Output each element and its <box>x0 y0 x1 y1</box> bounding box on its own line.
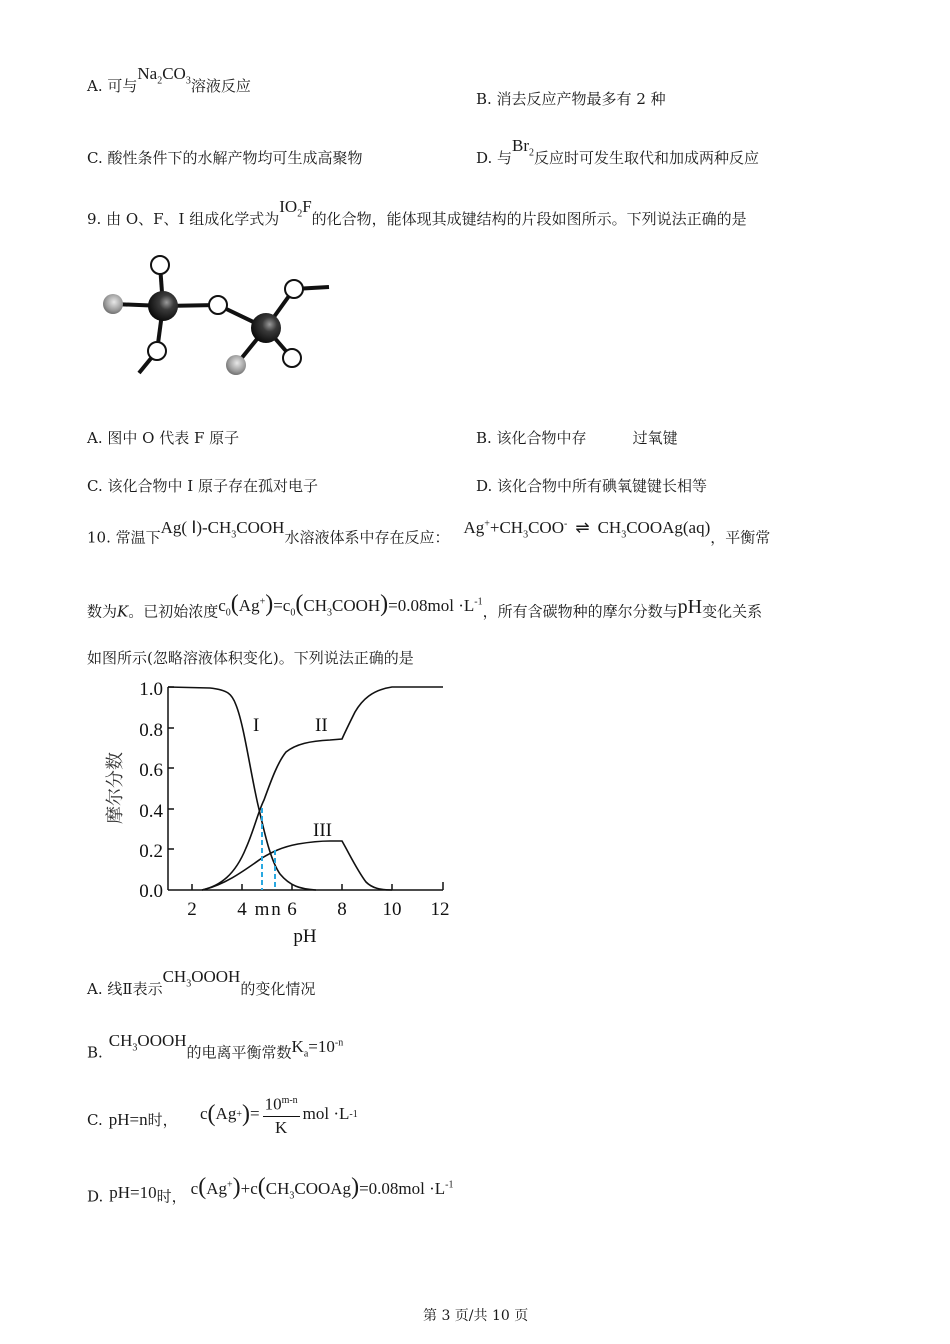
white-atom <box>283 349 301 367</box>
paren: ) <box>265 590 274 617</box>
y-tick-label: 0.8 <box>139 720 163 741</box>
formula-text: OOOH <box>137 1030 187 1050</box>
formula-sub: 3 <box>523 529 529 541</box>
formula-text: F <box>302 197 312 216</box>
x-tick-labels <box>187 899 449 920</box>
formula-sup: + <box>259 596 266 607</box>
formula-sup: -1 <box>445 1179 454 1190</box>
q10-option-b <box>87 1030 344 1070</box>
q9-option-d: D. 该化合物中所有碘氧键键长相等 <box>476 477 708 495</box>
fraction-denominator: K <box>274 1117 288 1137</box>
q9-option-a: A. 图中 O 代表 F 原子 <box>87 429 240 447</box>
molecular-structure-diagram <box>95 248 345 383</box>
y-tick-label: 1.0 <box>139 679 163 700</box>
gray-atom <box>103 294 123 314</box>
paren: ) <box>232 1173 241 1200</box>
option-text: 时， <box>147 1111 178 1129</box>
y-tick-labels <box>139 679 163 902</box>
fraction <box>263 1090 300 1139</box>
constant-k: K <box>117 602 129 621</box>
option-text: B. 该化合物中存 <box>476 429 587 447</box>
q8-option-b: B. 消去反应产物最多有 2 种 <box>476 90 666 108</box>
paren: ( <box>295 590 304 617</box>
y-tick-label: 0.2 <box>139 841 163 862</box>
chart-axes <box>168 687 443 890</box>
stem-text: 变化关系 <box>702 602 763 621</box>
formula-sub: a <box>303 1048 309 1060</box>
formula-na2co3 <box>137 64 191 87</box>
paren: ( <box>230 590 239 617</box>
white-atom <box>209 296 227 314</box>
c-option-formula <box>200 1090 358 1139</box>
formula-system <box>160 517 285 541</box>
q10-stem-line1 <box>87 517 771 555</box>
q10-option-a <box>87 967 316 1006</box>
formula-sup: + <box>484 518 490 529</box>
formula-sup: - <box>563 518 568 529</box>
formula-sup: -n <box>334 1037 344 1048</box>
black-atom <box>251 313 281 343</box>
equilibrium-arrow-icon: ⇌ <box>575 517 590 537</box>
formula-sub: 3 <box>185 75 191 87</box>
formula-text: mol ·L <box>302 1104 350 1124</box>
formula-text: COO <box>528 517 564 537</box>
formula-text: = <box>249 1104 260 1124</box>
initial-concentration-formula <box>218 590 483 619</box>
q10-stem-line2 <box>87 590 763 629</box>
formula-text: COOH <box>236 517 285 537</box>
option-text: 的电离平衡常数 <box>186 1043 292 1062</box>
formula-sub: 3 <box>289 1190 295 1202</box>
option-label: C. <box>87 1111 103 1129</box>
q8-option-d <box>476 136 760 175</box>
formula-text: Ag <box>463 517 485 537</box>
formula-text: COOH <box>331 595 381 615</box>
formula-sub: 3 <box>186 978 192 990</box>
x-tick-label: 10 <box>382 899 402 920</box>
q8-option-c: C. 酸性条件下的水解产物均可生成高聚物 <box>87 149 363 167</box>
option-label: D. 与 <box>476 149 513 167</box>
stem-text: 数为 <box>87 602 118 621</box>
formula-text: =0.08mol ·L <box>388 595 475 615</box>
formula-text: CH <box>162 967 187 986</box>
stem-text: 10. 常温下 <box>87 528 161 547</box>
q9-option-c: C. 该化合物中 I 原子存在孤对电子 <box>87 477 318 495</box>
formula-text: =c <box>273 595 291 615</box>
formula-sub: 3 <box>326 607 332 619</box>
label-ii: II <box>315 715 328 736</box>
option-text: 过氧键 <box>632 429 678 447</box>
paren: ( <box>198 1173 207 1200</box>
x-tick-label: 2 <box>187 899 197 920</box>
y-tick-label: 0.4 <box>139 801 163 822</box>
paren: ( <box>207 1100 216 1127</box>
y-tick-label: 0.0 <box>139 881 163 902</box>
x-tick-label: 4 <box>237 899 247 920</box>
q9-option-b <box>476 428 678 448</box>
formula-sub: 2 <box>529 147 535 159</box>
page-footer: 第 3 页/共 10 页 <box>423 1308 529 1324</box>
chart-curves <box>168 687 443 890</box>
q10-option-c <box>87 1110 178 1130</box>
stem-text: 水溶液体系中存在反应： <box>284 528 450 547</box>
option-label: A. 线Ⅱ表示 <box>87 980 163 998</box>
option-label: B. <box>87 1043 103 1062</box>
white-atom <box>148 342 166 360</box>
formula-sub: 3 <box>231 529 237 541</box>
y-axis-label: 摩尔分数 <box>105 752 126 824</box>
y-tick-label: 0.6 <box>139 760 163 781</box>
option-text: 时， <box>156 1187 187 1206</box>
formula-text: COOAg(aq) <box>626 517 711 537</box>
formula-sup: + <box>236 1108 242 1120</box>
formula-text: c <box>200 1104 208 1124</box>
formula-sub: 0 <box>225 607 231 619</box>
formula-text: +c <box>240 1178 258 1198</box>
formula-sub: 2 <box>297 208 303 220</box>
fraction-numerator <box>263 1090 300 1117</box>
x-tick-label: 6 <box>287 899 297 920</box>
d-option-formula <box>190 1173 454 1202</box>
x-axis-label: pH <box>293 926 317 947</box>
ka-expression <box>291 1036 344 1060</box>
x-tick-label: 8 <box>337 899 347 920</box>
formula-sup: + <box>226 1179 233 1190</box>
formula-sup: -1 <box>474 596 483 607</box>
paren: ) <box>241 1100 250 1127</box>
gray-atom <box>226 355 246 375</box>
formula-text: IO <box>279 197 298 216</box>
curve-iii <box>202 841 392 890</box>
x-tick-label: 12 <box>430 899 450 920</box>
atom-group <box>103 256 303 375</box>
black-atom <box>148 291 178 321</box>
formula-text: c <box>190 1178 199 1198</box>
curve-labels <box>253 715 332 841</box>
white-atom <box>151 256 169 274</box>
formula-text: CO <box>162 64 186 83</box>
formula-sub: 2 <box>157 75 163 87</box>
formula-sub: 3 <box>621 529 627 541</box>
q9-stem <box>87 197 747 236</box>
curve-i <box>168 687 316 890</box>
formula-text: Ag <box>238 595 260 615</box>
formula-text: Br <box>512 136 530 155</box>
formula-text: CH <box>597 517 622 537</box>
q10-stem-line3: 如图所示(忽略溶液体积变化)。下列说法正确的是 <box>87 649 414 667</box>
option-suffix: 反应时可发生取代和加成两种反应 <box>534 149 760 167</box>
formula-text: pH=n <box>108 1110 148 1129</box>
paren: ) <box>351 1173 360 1200</box>
ph-symbol: pH <box>677 595 703 618</box>
paren: ( <box>257 1173 266 1200</box>
paren: ) <box>380 590 389 617</box>
formula-sub: 3 <box>132 1042 138 1054</box>
x-label-m: m <box>254 899 270 920</box>
option-suffix: 溶液反应 <box>190 77 251 95</box>
stem-text: 的化合物，能体现其成键结构的片段如图所示。下列说法正确的是 <box>311 210 747 228</box>
formula-text: CH <box>303 595 327 615</box>
label-iii: III <box>313 820 332 841</box>
formula-text: CH <box>108 1030 133 1050</box>
formula-text: CH <box>265 1178 290 1198</box>
formula-text: Ag( Ⅰ)-CH <box>160 517 232 537</box>
formula-ch3oooh <box>108 1030 187 1054</box>
formula-text: OOOH <box>191 967 241 986</box>
formula-ch3oooh <box>162 967 241 990</box>
option-label: A. 可与 <box>87 77 138 95</box>
formula-text: Ag <box>206 1178 227 1198</box>
formula-text: Ag <box>215 1104 237 1124</box>
formula-text: =0.08mol ·L <box>359 1178 446 1198</box>
option-suffix: 的变化情况 <box>240 980 316 998</box>
formula-text: +CH <box>489 517 524 537</box>
formula-sup: -1 <box>349 1108 358 1120</box>
formula-text: K <box>291 1036 304 1056</box>
formula-text: COOAg <box>294 1178 352 1198</box>
formula-sup: m-n <box>281 1095 298 1106</box>
reaction-equation <box>463 517 711 541</box>
formula-sub: 0 <box>290 607 296 619</box>
stem-text: 。已初始浓度 <box>128 602 219 621</box>
formula-text: Na <box>137 64 158 83</box>
formula-text: c <box>218 595 226 615</box>
stem-text: ，平衡常 <box>710 528 771 547</box>
mole-fraction-ph-chart <box>95 672 465 952</box>
formula-text: =10 <box>308 1036 335 1056</box>
white-atom <box>285 280 303 298</box>
option-label: D. <box>87 1187 104 1206</box>
stem-text: 9. 由 O、F、I 组成化学式为 <box>87 210 280 228</box>
label-i: I <box>253 715 260 736</box>
stem-text: ，所有含碳物种的摩尔分数与 <box>482 602 678 621</box>
q10-option-d <box>87 1173 454 1214</box>
formula-br2 <box>512 136 535 159</box>
x-label-n: n <box>271 899 281 920</box>
q8-option-a <box>87 64 251 103</box>
formula-text: pH=10 <box>109 1182 157 1202</box>
formula-io2f <box>279 197 312 220</box>
formula-text: 10 <box>264 1094 282 1114</box>
